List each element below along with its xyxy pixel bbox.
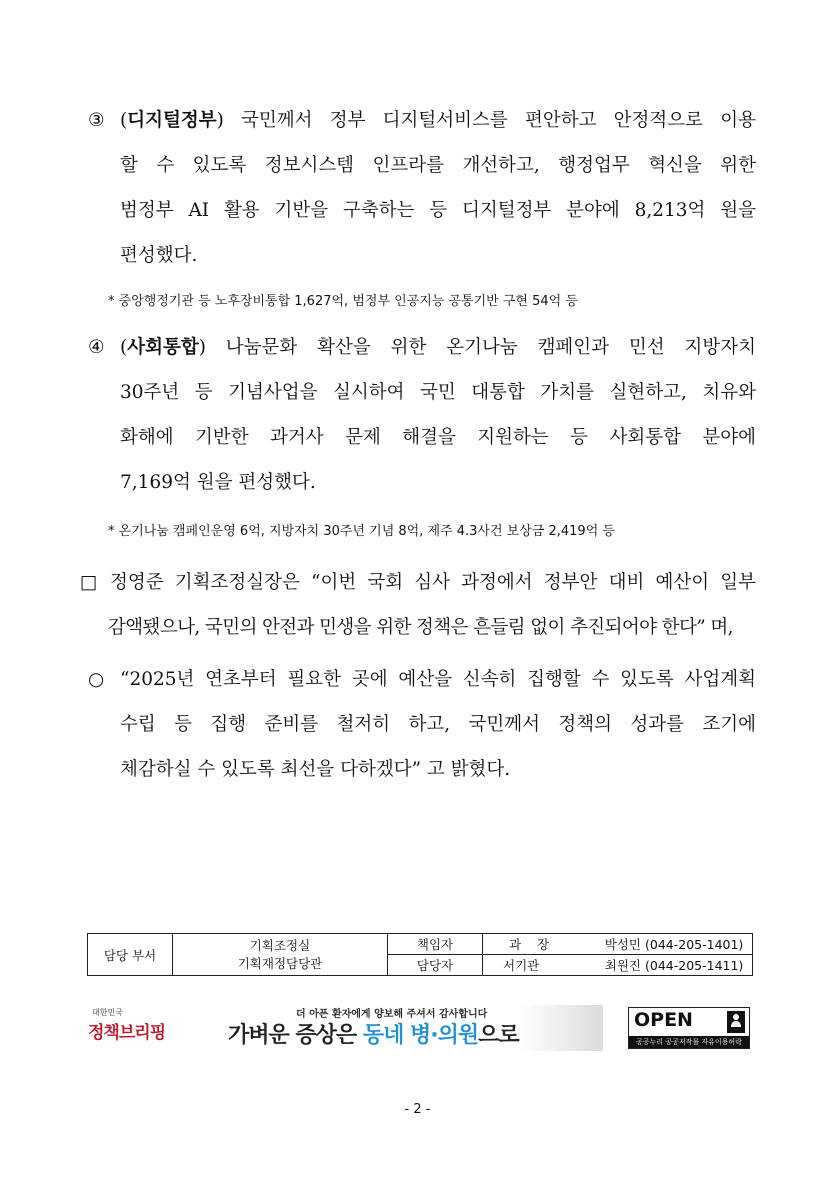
circle-bullet: ○ (88, 669, 105, 690)
item-line: 편성했다. (120, 245, 198, 266)
item-line: 30주년 등 기념사업을 실시하여 국민 대통합 가치를 실현하고, 치유와 (120, 382, 756, 403)
policy-briefing-logo[interactable]: 대한민국 정책브리핑 (88, 1008, 166, 1043)
budget-item-digital-government (88, 98, 756, 278)
contact-table (87, 933, 753, 976)
contact-cell: 서기관 최원진 (044-205-1411) (483, 955, 753, 976)
contact-cell: 과 장 박성민 (044-205-1401) (483, 934, 753, 955)
square-bullet: □ (80, 572, 98, 593)
item-line: (사회통합) 나눔문화 확산을 위한 온기나눔 캠페인과 민선 지방자치 (120, 337, 756, 358)
paragraph-line: 감액됐으나, 국민의 안전과 민생을 위한 정책은 흔들림 없이 추진되어야 한다” 며, (108, 617, 733, 638)
item-title: 사회통합 (127, 337, 199, 358)
role-cell: 책임자 (388, 934, 483, 955)
item-line: 할 수 있도록 정보시스템 인프라를 개선하고, 행정업무 혁신을 위한 (120, 155, 756, 176)
paragraph-line: 체감하실 수 있도록 최선을 다하겠다” 고 밝혔다. (120, 759, 511, 780)
item-number-4: ④ (88, 337, 105, 358)
item-line: (디지털정부) 국민께서 정부 디지털서비스를 편안하고 안정적으로 이용 (120, 110, 756, 131)
quote-paragraph (80, 560, 756, 650)
campaign-banner: 더 아픈 환자에게 양보해 주셔서 감사합니다 가벼운 증상은 동네 병·의원으로 (228, 1005, 603, 1051)
attribution-person-icon (727, 1011, 745, 1033)
dept-label-cell: 담당 부서 (88, 934, 173, 976)
sub-paragraph (88, 657, 756, 792)
item-number-3: ③ (88, 110, 105, 131)
footnote: * 중앙행정기관 등 노후장비통합 1,627억, 범정부 인공지능 공통기반 구현 54억 등 (108, 294, 578, 309)
page-number: - 2 - (404, 1102, 431, 1117)
footer-logos (88, 1005, 758, 1055)
item-line: 7,169억 원을 편성했다. (120, 472, 316, 493)
kogl-open-license-badge[interactable]: OPEN 공공누리 공공저작물 자유이용허락 (628, 1007, 750, 1049)
item-title: 디지털정부 (127, 110, 217, 131)
footnote: * 온기나눔 캠페인운영 6억, 지방자치 30주년 기념 8억, 제주 4.3사건 보상금 2,419억 등 (108, 524, 615, 539)
paragraph-line: 정영준 기획조정실장은 “이번 국회 심사 과정에서 정부안 대비 예산이 일부 (110, 572, 756, 593)
budget-item-social-integration (88, 325, 756, 505)
paragraph-line: “2025년 연초부터 필요한 곳에 예산을 신속히 집행할 수 있도록 사업계획 (120, 669, 756, 690)
paragraph-line: 수립 등 집행 준비를 철저히 하고, 국민께서 정책의 성과를 조기에 (120, 714, 756, 735)
dept-name-cell: 기획조정실 기획재정담당관 (173, 934, 388, 976)
item-line: 범정부 AI 활용 기반을 구축하는 등 디지털정부 분야에 8,213억 원을 (120, 200, 756, 221)
item-line: 화해에 기반한 과거사 문제 해결을 지원하는 등 사회통합 분야에 (120, 427, 756, 448)
role-cell: 담당자 (388, 955, 483, 976)
table-row (88, 934, 753, 955)
